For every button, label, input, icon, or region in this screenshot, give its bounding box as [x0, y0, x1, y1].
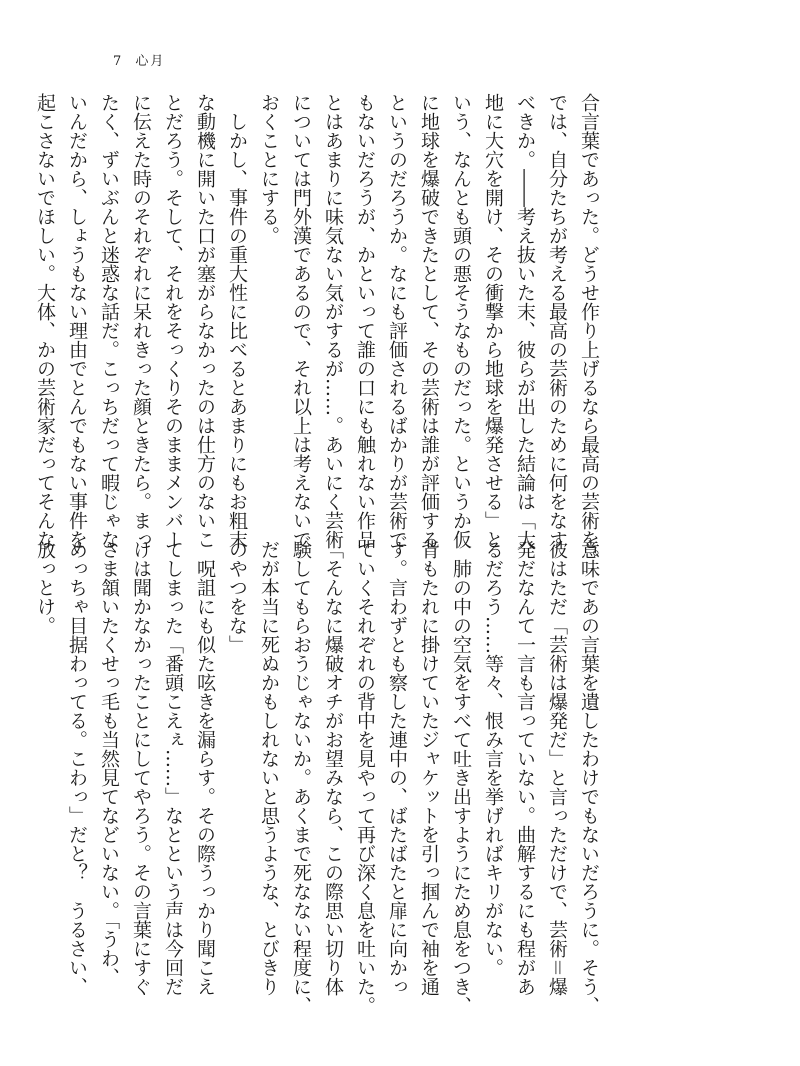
text-line: けは聞かなかったことにしてやろう。その言葉にすぐ	[130, 540, 152, 996]
text-line: 呪詛にも似た呟きを漏らす。その際うっかり聞こえ	[194, 540, 216, 996]
text-line: 発だなんて一言も言っていない。曲解するにも程があ	[514, 540, 536, 996]
text-line: おくことにする。	[258, 93, 280, 245]
text-line: 起こさないでほしい。大体、かの芸術家だってそんな	[34, 93, 56, 549]
running-header	[113, 50, 165, 69]
text-line: に伝えた時のそれぞれに呆れきった顔ときたら。まっ	[130, 93, 152, 549]
lower-text-block	[34, 540, 605, 1015]
text-line: 験してもらおうじゃないか。あくまで死なない程度に、	[290, 540, 312, 1015]
text-line: す。言わずとも察した連中の、ばたばたと扉に向かっ	[386, 540, 408, 996]
text-line: 肺の中の空気をすべて吐き出すようにため息をつき、	[450, 540, 472, 1015]
text-line: というのだろうか。なにも評価されるばかりが芸術で	[386, 93, 408, 549]
text-line: るだろう……等々、恨み言を挙げればキリがない。	[482, 540, 504, 977]
text-line: 地に大穴を開け、その衝撃から地球を爆発させる」と	[482, 93, 504, 549]
upper-text-block	[34, 93, 605, 568]
text-line: べきか。――考え抜いた末、彼らが出した結論は「大	[514, 93, 536, 549]
text-line: については門外漢であるので、それ以上は考えないで	[290, 93, 312, 549]
text-line: めっちゃ目据わってる。こわっ」だと？ うるさい、	[66, 540, 88, 996]
text-line: 放っとけ。	[34, 540, 56, 635]
text-line: てしまった「番頭こえぇ……」なとという声は今回だ	[162, 540, 184, 996]
chapter-title: 心月	[135, 54, 166, 69]
text-line: さま頷いたくせっ毛も当然見てなどいない。「うわ、	[98, 540, 120, 987]
text-line: とはあまりに味気ない気がするが……。あいにく芸術	[322, 93, 344, 549]
text-line: 彼はただ「芸術は爆発だ」と言っただけで、芸術＝爆	[546, 540, 568, 997]
text-line: たく、ずいぶんと迷惑な話だ。こっちだって暇じゃな	[98, 93, 120, 549]
text-line: だが本当に死ぬかもしれないと思うような、とびきり	[258, 540, 280, 996]
text-line: 背もたれに掛けていたジャケットを引っ掴んで袖を通	[418, 540, 440, 996]
text-line: では、自分たちが考える最高の芸術のために何をなす	[546, 93, 568, 549]
text-line: 合言葉であった。どうせ作り上げるなら最高の芸術を。	[578, 93, 600, 568]
text-line: いう、なんとも頭の悪そうなものだった。というか仮	[450, 93, 472, 549]
text-line: 意味であの言葉を遺したわけでもないだろうに。そう、	[578, 540, 600, 1015]
text-line: な動機に開いた口が塞がらなかったのは仕方のないこ	[194, 93, 216, 549]
text-line: しかし、事件の重大性に比べるとあまりにもお粗末	[226, 93, 248, 549]
text-line: に地球を爆破できたとして、その芸術は誰が評価する	[418, 93, 440, 549]
text-line: もないだろうが、かといって誰の口にも触れない作品	[354, 93, 376, 549]
page-number: 7	[113, 54, 124, 69]
text-line: いんだから、しょうもない理由でとんでもない事件を	[66, 93, 88, 549]
text-line: のやつをな」	[226, 540, 248, 654]
text-line: とだろう。そして、それをそっくりそのままメンバー	[162, 93, 184, 549]
text-line: 「そんなに爆破オチがお望みなら、この際思い切り体	[322, 540, 344, 996]
text-line: ていくそれぞれの背中を見やって再び深く息を吐いた。	[354, 540, 376, 1015]
